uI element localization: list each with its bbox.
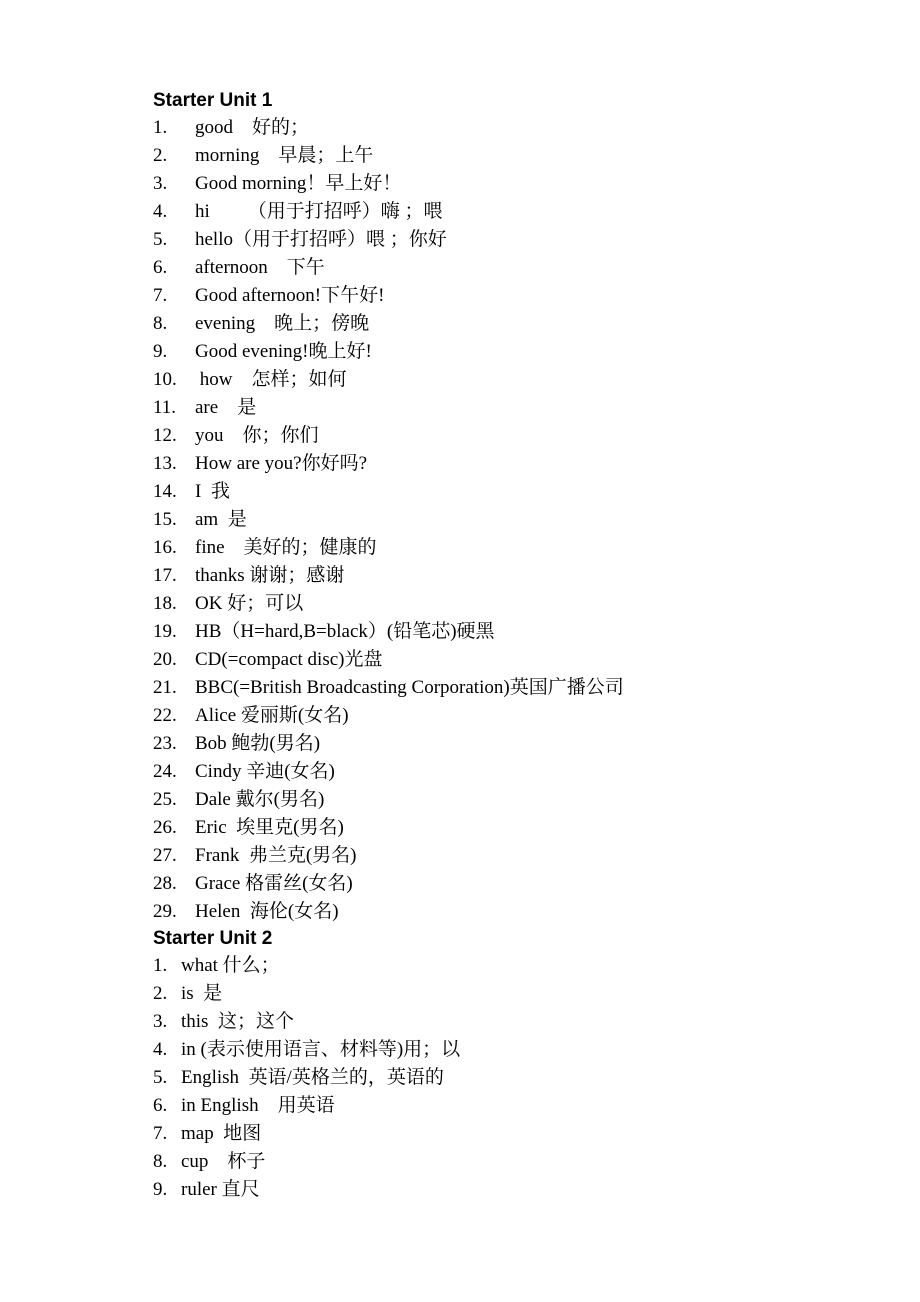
vocabulary-entry [153, 646, 873, 674]
entry-text: this 这；这个 [181, 1011, 294, 1032]
entry-number: 7. [153, 285, 168, 306]
vocabulary-entry [153, 898, 873, 926]
entry-number: 11. [153, 397, 177, 418]
entry-text: Eric 埃里克(男名) [195, 817, 344, 838]
entry-number: 8. [153, 313, 168, 334]
entry-text: CD(=compact disc)光盘 [195, 649, 383, 670]
entry-number: 9. [153, 341, 168, 362]
vocabulary-entry [153, 674, 873, 702]
entry-number: 7. [153, 1123, 168, 1144]
entry-number: 1. [153, 117, 168, 138]
entry-text: English 英语/英格兰的，英语的 [181, 1067, 444, 1088]
entry-text: you 你；你们 [195, 425, 319, 446]
vocabulary-entry [153, 814, 873, 842]
vocabulary-entry [153, 1064, 873, 1092]
vocabulary-entry [153, 1008, 873, 1036]
entry-number: 6. [153, 257, 168, 278]
vocabulary-entry [153, 1036, 873, 1064]
vocabulary-entry [153, 980, 873, 1008]
entry-number: 16. [153, 537, 177, 558]
vocabulary-entry [153, 758, 873, 786]
entry-number: 18. [153, 593, 177, 614]
entry-text: ruler 直尺 [181, 1179, 260, 1200]
entry-number: 5. [153, 1067, 168, 1088]
section-heading: Starter Unit 1 [153, 90, 273, 111]
vocabulary-entry [153, 366, 873, 394]
entry-text: How are you?你好吗? [195, 453, 368, 474]
entry-text: Good morning！早上好！ [195, 173, 402, 194]
entry-text: how 怎样；如何 [195, 369, 347, 390]
entry-text: in English 用英语 [181, 1095, 335, 1116]
entry-number: 8. [153, 1151, 168, 1172]
vocabulary-entry [153, 394, 873, 422]
vocabulary-entry [153, 618, 873, 646]
entry-number: 24. [153, 761, 177, 782]
entry-number: 3. [153, 1011, 168, 1032]
entry-number: 5. [153, 229, 168, 250]
vocabulary-entry [153, 282, 873, 310]
entry-text: hello（用于打招呼）喂 ；你好 [195, 229, 447, 250]
section-starter-unit-1 [153, 88, 873, 926]
entry-text: OK 好；可以 [195, 593, 304, 614]
vocabulary-entry [153, 450, 873, 478]
vocabulary-entry [153, 422, 873, 450]
entry-text: evening 晚上；傍晚 [195, 313, 370, 334]
entry-text: Helen 海伦(女名) [195, 901, 339, 922]
entry-text: fine 美好的；健康的 [195, 537, 377, 558]
entry-number: 9. [153, 1179, 168, 1200]
entry-number: 14. [153, 481, 177, 502]
vocabulary-entry [153, 506, 873, 534]
entry-number: 20. [153, 649, 177, 670]
vocabulary-entry [153, 590, 873, 618]
entry-text: map 地图 [181, 1123, 262, 1144]
vocabulary-entry [153, 1120, 873, 1148]
entry-number: 3. [153, 173, 168, 194]
entry-number: 15. [153, 509, 177, 530]
vocabulary-entry [153, 226, 873, 254]
entry-text: Cindy 辛迪(女名) [195, 761, 335, 782]
entry-text: Frank 弗兰克(男名) [195, 845, 357, 866]
vocabulary-entry [153, 1092, 873, 1120]
vocabulary-entry [153, 1176, 873, 1204]
entry-number: 17. [153, 565, 177, 586]
vocabulary-entry [153, 562, 873, 590]
entry-text: Good afternoon!下午好! [195, 285, 385, 306]
entry-number: 2. [153, 983, 168, 1004]
vocabulary-entry [153, 786, 873, 814]
vocabulary-entry [153, 952, 873, 980]
entry-text: in (表示使用语言、材料等)用；以 [181, 1039, 461, 1060]
entry-number: 4. [153, 1039, 168, 1060]
vocabulary-entry [153, 478, 873, 506]
entry-number: 28. [153, 873, 177, 894]
entry-text: Dale 戴尔(男名) [195, 789, 325, 810]
entry-text: HB（H=hard,B=black）(铅笔芯)硬黑 [195, 621, 495, 642]
entry-text: Grace 格雷丝(女名) [195, 873, 353, 894]
section-heading: Starter Unit 2 [153, 928, 273, 949]
vocabulary-entry [153, 842, 873, 870]
vocabulary-entry [153, 534, 873, 562]
entry-text: am 是 [195, 509, 247, 530]
entry-number: 23. [153, 733, 177, 754]
vocabulary-list [153, 952, 873, 1204]
entry-number: 6. [153, 1095, 168, 1116]
vocabulary-entry [153, 730, 873, 758]
entry-number: 2. [153, 145, 168, 166]
entry-text: is 是 [181, 983, 223, 1004]
entry-text: thanks 谢谢；感谢 [195, 565, 345, 586]
vocabulary-entry [153, 870, 873, 898]
entry-text: hi （用于打招呼）嗨 ；喂 [195, 201, 443, 222]
entry-number: 12. [153, 425, 177, 446]
vocabulary-entry [153, 170, 873, 198]
vocabulary-entry [153, 702, 873, 730]
entry-text: good 好的； [195, 117, 310, 138]
entry-text: afternoon 下午 [195, 257, 325, 278]
entry-number: 29. [153, 901, 177, 922]
entry-text: Bob 鲍勃(男名) [195, 733, 321, 754]
entry-text: BBC(=British Broadcasting Corporation)英国广播公司 [195, 677, 624, 698]
entry-number: 19. [153, 621, 177, 642]
vocabulary-list [153, 114, 873, 926]
entry-text: I 我 [195, 481, 230, 502]
vocabulary-entry [153, 1148, 873, 1176]
vocabulary-entry [153, 142, 873, 170]
vocabulary-entry [153, 310, 873, 338]
entry-number: 27. [153, 845, 177, 866]
entry-number: 10. [153, 369, 177, 390]
entry-number: 21. [153, 677, 177, 698]
entry-number: 26. [153, 817, 177, 838]
entry-number: 1. [153, 955, 168, 976]
entry-text: what 什么； [181, 955, 280, 976]
entry-text: Good evening!晚上好! [195, 341, 372, 362]
section-starter-unit-2 [153, 926, 873, 1204]
vocabulary-entry [153, 254, 873, 282]
vocabulary-entry [153, 338, 873, 366]
entry-number: 22. [153, 705, 177, 726]
entry-text: are 是 [195, 397, 257, 418]
entry-number: 25. [153, 789, 177, 810]
vocabulary-entry [153, 114, 873, 142]
entry-number: 13. [153, 453, 177, 474]
entry-text: Alice 爱丽斯(女名) [195, 705, 349, 726]
entry-number: 4. [153, 201, 168, 222]
entry-text: morning 早晨；上午 [195, 145, 374, 166]
vocabulary-entry [153, 198, 873, 226]
entry-text: cup 杯子 [181, 1151, 266, 1172]
